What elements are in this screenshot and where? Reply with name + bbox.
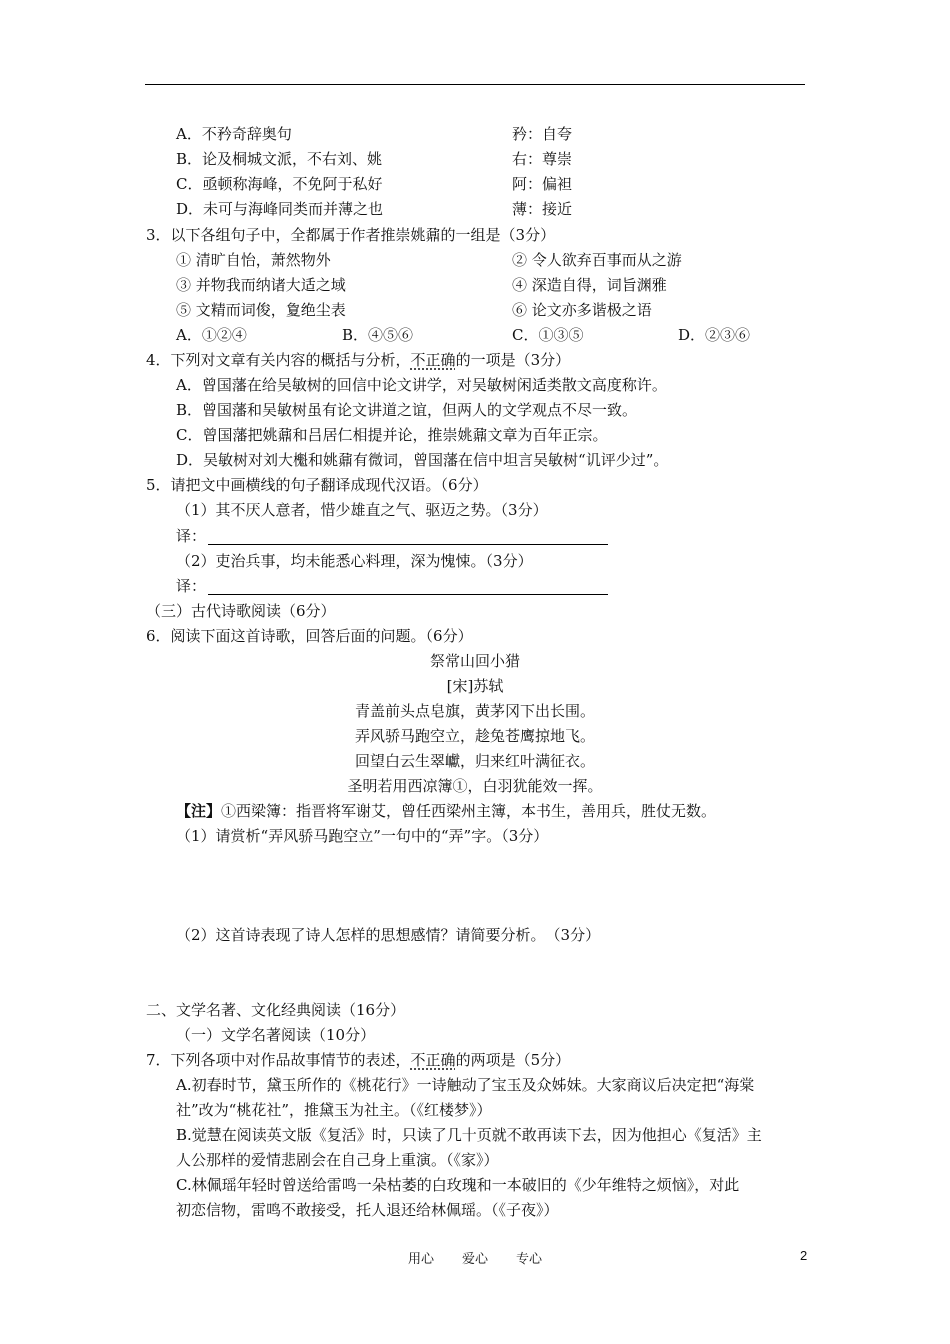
answer-line-2 [208, 580, 608, 595]
q7-stem: 7．下列各项中对作品故事情节的表述，不正确的两项是（5分） [146, 1051, 571, 1069]
q5-sentence-1: （1）其不厌人意者，惜少雄直之气、驱迈之势。（3分） [176, 501, 548, 519]
part-2-subheading: （一）文学名著阅读（10分） [176, 1026, 376, 1044]
answer-line-1 [208, 530, 608, 545]
page-number: 2 [800, 1248, 808, 1263]
section-3-heading: （三）古代诗歌阅读（6分） [146, 602, 336, 620]
q7-option-a-line-1: A.初春时节，黛玉所作的《桃花行》一诗触动了宝玉及众姊妹。大家商议后决定把“海棠 [176, 1076, 755, 1094]
q7-emphasis: 不正确 [410, 1051, 456, 1069]
q4-option-a: A．曾国藩在给吴敏树的回信中论文讲学，对吴敏树闲适类散文高度称许。 [176, 376, 667, 394]
q2-gloss-b: 右：尊崇 [512, 150, 573, 168]
q6-sub-1: （1）请赏析“弄风骄马跑空立”一句中的“弄”字。（3分） [176, 827, 549, 845]
poem-line-4: 圣明若用西凉簿①，白羽犹能效一挥。 [347, 777, 603, 795]
q2-option-a: A．不矜奇辞奥句 [176, 125, 292, 143]
poem-title: 祭常山回小猎 [429, 652, 520, 670]
poem-author: [宋]苏轼 [446, 677, 504, 695]
q7-option-b-line-1: B.觉慧在阅读英文版《复活》时，只读了几十页就不敢再读下去，因为他担心《复活》主 [176, 1126, 762, 1144]
q2-gloss-d: 薄：接近 [512, 200, 573, 218]
q2-option-d: D．未可与海峰同类而并薄之也 [176, 200, 384, 218]
q3-choice-d: D．②③⑥ [678, 326, 751, 344]
q5-translate-2: 译： [176, 576, 608, 596]
q3-item-6: ⑥ 论文亦多谐极之语 [512, 301, 652, 319]
q5-translate-1: 译： [176, 526, 608, 546]
q3-item-4: ④ 深造自得，词旨渊雅 [512, 276, 667, 294]
q3-item-2: ② 令人欲弃百事而从之游 [512, 251, 682, 269]
header-rule [145, 84, 805, 85]
q7-option-b-line-2: 人公那样的爱情悲剧会在自己身上重演。（《家》） [176, 1151, 499, 1169]
q4-option-b: B．曾国藩和吴敏树虽有论文讲道之谊，但两人的文学观点不尽一致。 [176, 401, 638, 419]
poem-note: 【注】①西梁簿：指晋将军谢艾，曾任西梁州主簿，本书生，善用兵，胜仗无数。 [176, 802, 717, 820]
q2-option-c: C．亟顿称海峰，不免阿于私好 [176, 175, 383, 193]
q4-option-d: D．吴敏树对刘大櫆和姚鼐有微词，曾国藩在信中坦言吴敏树“讥评少过”。 [176, 451, 669, 469]
q5-stem: 5．请把文中画横线的句子翻译成现代汉语。（6分） [146, 476, 488, 494]
q3-item-3: ③ 并物我而纳诸大适之域 [176, 276, 346, 294]
poem-line-3: 回望白云生翠巘，归来红叶满征衣。 [354, 752, 595, 770]
part-2-heading: 二、文学名著、文化经典阅读（16分） [146, 1001, 406, 1019]
q3-choice-c: C．①③⑤ [512, 326, 584, 344]
q3-item-1: ① 清旷自怡，萧然物外 [176, 251, 331, 269]
q4-emphasis: 不正确 [410, 351, 456, 369]
q6-sub-2: （2）这首诗表现了诗人怎样的思想感情？请简要分析。 （3分） [176, 926, 601, 944]
q7-option-a-line-2: 社”改为“桃花社”，推黛玉为社主。（《红楼梦》） [176, 1101, 492, 1119]
q7-option-c-line-2: 初恋信物，雷鸣不敢接受，托人退还给林佩瑶。（《子夜》） [176, 1201, 559, 1219]
q7-option-c-line-1: C.林佩瑶年轻时曾送给雷鸣一朵枯萎的白玫瑰和一本破旧的《少年维特之烦恼》，对此 [176, 1176, 740, 1194]
q2-option-b: B．论及桐城文派，不右刘、姚 [176, 150, 383, 168]
q2-gloss-a: 矜：自夸 [512, 125, 573, 143]
q3-choice-b: B．④⑤⑥ [342, 326, 414, 344]
q2-gloss-c: 阿：偏袒 [512, 175, 573, 193]
q3-choice-a: A．①②④ [176, 326, 247, 344]
q4-option-c: C．曾国藩把姚鼐和吕居仁相提并论，推崇姚鼐文章为百年正宗。 [176, 426, 608, 444]
q4-stem: 4．下列对文章有关内容的概括与分析，不正确的一项是（3分） [146, 351, 571, 369]
q6-stem: 6．阅读下面这首诗歌，回答后面的问题。（6分） [146, 627, 473, 645]
poem-line-2: 弄风骄马跑空立，趁兔苍鹰掠地飞。 [354, 727, 595, 745]
poem-line-1: 青盖前头点皂旗，黄茅冈下出长围。 [354, 702, 595, 720]
page-footer: 用心 爱心 专心 [407, 1252, 543, 1267]
q3-item-5: ⑤ 文精而词俊，夐绝尘表 [176, 301, 346, 319]
q5-sentence-2: （2）吏治兵事，均未能悉心料理，深为愧悚。（3分） [176, 552, 533, 570]
q3-stem: 3．以下各组句子中，全都属于作者推崇姚鼐的一组是（3分） [146, 226, 556, 244]
